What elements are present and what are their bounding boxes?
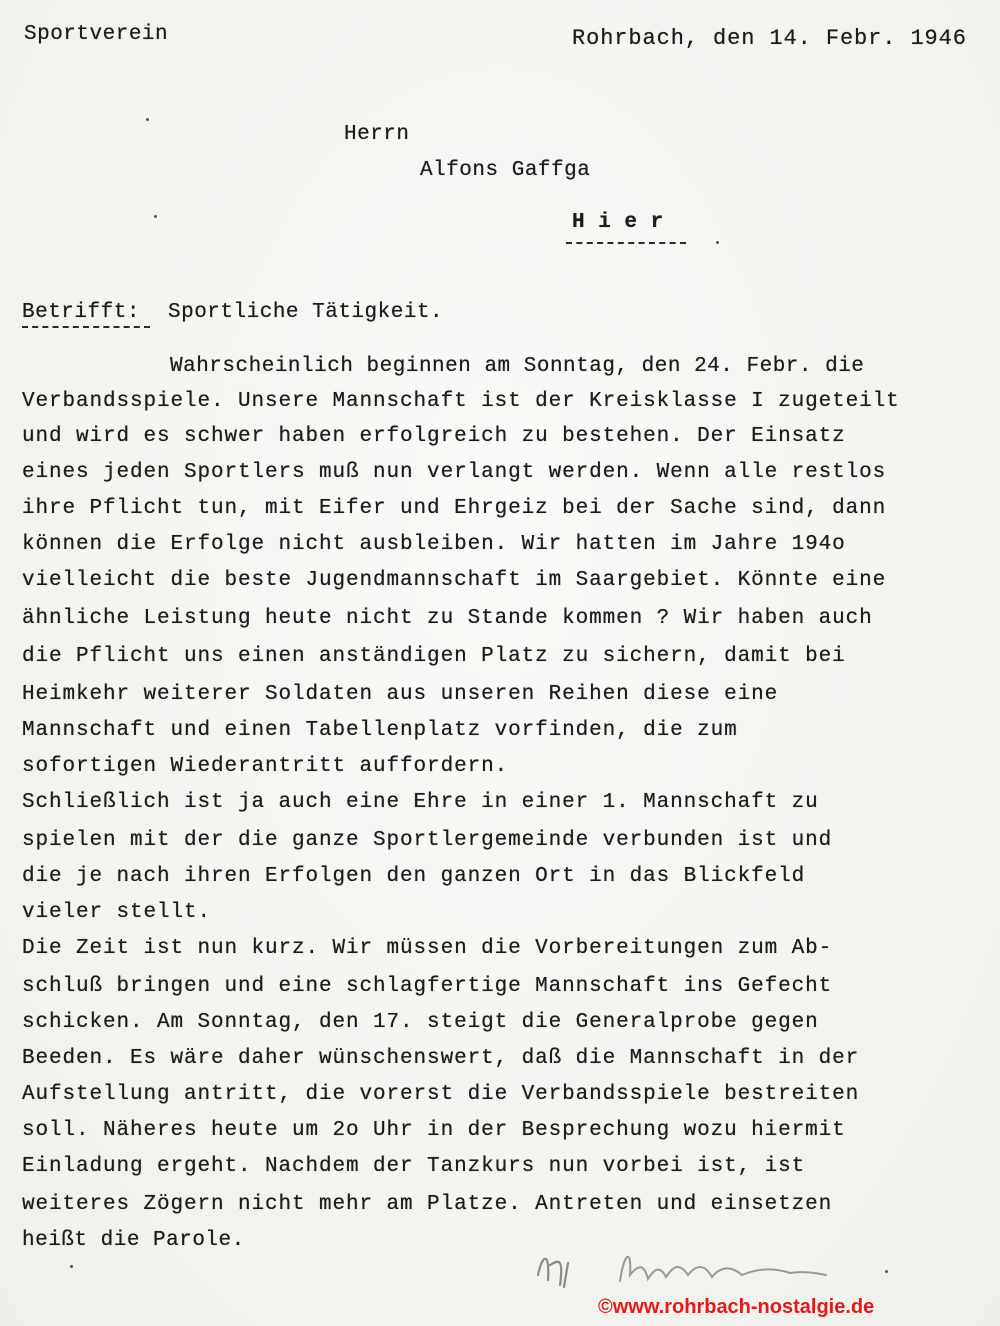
- body-line: eines jeden Sportlers muß nun verlangt werden. Wenn alle restlos: [22, 461, 887, 484]
- body-line: spielen mit der die ganze Sportlergemeinde verbunden ist und: [22, 829, 833, 852]
- body-line: weiteres Zögern nicht mehr am Platze. Antreten und einsetzen: [22, 1193, 833, 1216]
- paper-speck: [70, 1265, 73, 1268]
- body-line: können die Erfolge nicht ausbleiben. Wir hatten im Jahre 194o: [22, 533, 846, 556]
- body-line: vielleicht die beste Jugendmannschaft im Saargebiet. Könnte eine: [22, 569, 887, 592]
- paper-speck: [154, 215, 157, 218]
- body-line: und wird es schwer haben erfolgreich zu bestehen. Der Einsatz: [22, 425, 846, 448]
- body-line: soll. Näheres heute um 2o Uhr in der Besprechung wozu hiermit: [22, 1119, 846, 1142]
- recipient-name: Alfons Gaffga: [420, 159, 591, 182]
- body-line: schluß bringen und eine schlagfertige Mannschaft ins Gefecht: [22, 975, 833, 998]
- body-line: ihre Pflicht tun, mit Eifer und Ehrgeiz bei der Sache sind, dann: [22, 497, 887, 520]
- body-line: Schließlich ist ja auch eine Ehre in einer 1. Mannschaft zu: [22, 791, 819, 814]
- paper-speck: [146, 118, 149, 121]
- subject-text: Sportliche Tätigkeit.: [168, 301, 444, 324]
- body-line: die Pflicht uns einen anständigen Platz zu sichern, damit bei: [22, 645, 846, 668]
- recipient-salutation: Herrn: [344, 123, 410, 146]
- body-line: ähnliche Leistung heute nicht zu Stande kommen ? Wir haben auch: [22, 607, 873, 630]
- copyright-watermark: ©www.rohrbach-nostalgie.de: [598, 1296, 875, 1318]
- body-line: die je nach ihren Erfolgen den ganzen Ort in das Blickfeld: [22, 865, 806, 888]
- body-line: Beeden. Es wäre daher wünschenswert, daß die Mannschaft in der: [22, 1047, 860, 1070]
- recipient-location: H i e r: [572, 211, 664, 234]
- handwritten-signature: [520, 1235, 850, 1295]
- subject-label: Betrifft:: [22, 301, 140, 324]
- body-line: Einladung ergeht. Nachdem der Tanzkurs nun vorbei ist, ist: [22, 1155, 806, 1178]
- body-line: Mannschaft und einen Tabellenplatz vorfinden, die zum: [22, 719, 738, 742]
- body-line: Aufstellung antritt, die vorerst die Verbandsspiele bestreiten: [22, 1083, 860, 1106]
- body-line: Die Zeit ist nun kurz. Wir müssen die Vorbereitungen zum Ab-: [22, 937, 833, 960]
- paper-speck: [716, 241, 719, 244]
- body-line: schicken. Am Sonntag, den 17. steigt die Generalprobe gegen: [22, 1011, 819, 1034]
- body-line: Verbandsspiele. Unsere Mannschaft ist der Kreisklasse I zugeteilt: [22, 390, 900, 413]
- location-underline: [566, 242, 686, 244]
- body-line: vieler stellt.: [22, 901, 212, 924]
- body-line: Heimkehr weiterer Soldaten aus unseren Reihen diese eine: [22, 683, 779, 706]
- body-line: heißt die Parole.: [22, 1229, 245, 1252]
- paper-speck: [885, 1270, 888, 1273]
- sender-name: Sportverein: [24, 23, 169, 46]
- place-date: Rohrbach, den 14. Febr. 1946: [572, 26, 967, 51]
- body-line: sofortigen Wiederantritt auffordern.: [22, 755, 509, 778]
- body-line: Wahrscheinlich beginnen am Sonntag, den 24. Febr. die: [170, 355, 865, 378]
- subject-underline: [22, 326, 150, 328]
